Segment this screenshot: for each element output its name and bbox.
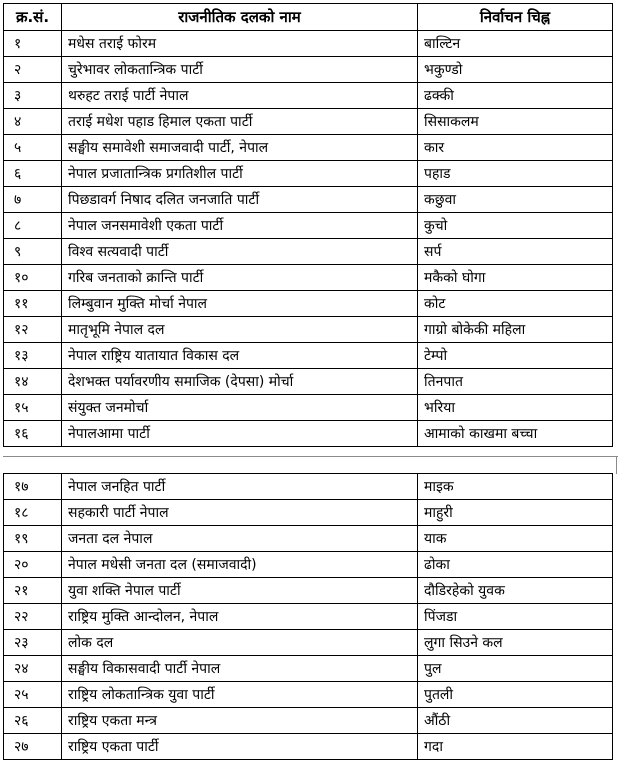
party-name-cell: सङ्घीय समावेशी समाजवादी पार्टी, नेपाल xyxy=(62,135,418,161)
party-symbol-list xyxy=(3,3,612,760)
party-name-cell: जनता दल नेपाल xyxy=(62,526,418,552)
serial-cell: १५ xyxy=(4,395,62,421)
symbol-cell: ढक्की xyxy=(418,83,613,109)
party-name-cell: राष्ट्रिय एकता पार्टी xyxy=(62,734,418,760)
party-table-bottom xyxy=(3,473,613,760)
party-name-cell: विश्व सत्यवादी पार्टी xyxy=(62,239,418,265)
page-break-edge xyxy=(616,456,617,474)
party-name-cell: देशभक्त पर्यावरणीय समाजिक (देपसा) मोर्चा xyxy=(62,369,418,395)
symbol-cell: सर्प xyxy=(418,239,613,265)
party-name-cell: मधेस तराई फोरम xyxy=(62,31,418,57)
serial-cell: २ xyxy=(4,57,62,83)
party-name-cell: तराई मधेश पहाड हिमाल एकता पार्टी xyxy=(62,109,418,135)
serial-cell: ५ xyxy=(4,135,62,161)
party-name-cell: नेपाल जनहित पार्टी xyxy=(62,474,418,500)
party-name-cell: नेपाल जनसमावेशी एकता पार्टी xyxy=(62,213,418,239)
table-row xyxy=(4,57,613,83)
table-row xyxy=(4,83,613,109)
table-row xyxy=(4,526,613,552)
table-row xyxy=(4,291,613,317)
serial-cell: १३ xyxy=(4,343,62,369)
serial-cell: २१ xyxy=(4,578,62,604)
serial-cell: २४ xyxy=(4,656,62,682)
party-name-cell: राष्ट्रिय मुक्ति आन्दोलन, नेपाल xyxy=(62,604,418,630)
serial-cell: ६ xyxy=(4,161,62,187)
party-name-cell: गरिब जनताको क्रान्ति पार्टी xyxy=(62,265,418,291)
serial-cell: १४ xyxy=(4,369,62,395)
symbol-cell: पुल xyxy=(418,656,613,682)
table-row xyxy=(4,395,613,421)
header-serial: क्र.सं. xyxy=(4,4,62,31)
symbol-cell: ढोका xyxy=(418,552,613,578)
symbol-cell: भकुण्डो xyxy=(418,57,613,83)
serial-cell: ११ xyxy=(4,291,62,317)
symbol-cell: टेम्पो xyxy=(418,343,613,369)
table-row xyxy=(4,369,613,395)
table-row xyxy=(4,161,613,187)
serial-cell: १२ xyxy=(4,317,62,343)
table-row xyxy=(4,317,613,343)
symbol-cell: औंठी xyxy=(418,708,613,734)
table-row xyxy=(4,213,613,239)
serial-cell: ३ xyxy=(4,83,62,109)
table-row xyxy=(4,109,613,135)
table-row xyxy=(4,604,613,630)
table-row xyxy=(4,578,613,604)
serial-cell: २५ xyxy=(4,682,62,708)
table-header-row xyxy=(4,4,613,31)
symbol-cell: गाग्रो बोकेकी महिला xyxy=(418,317,613,343)
symbol-cell: भरिया xyxy=(418,395,613,421)
page-break-line xyxy=(3,456,618,457)
symbol-cell: याक xyxy=(418,526,613,552)
party-name-cell: सङ्घीय विकासवादी पार्टी नेपाल xyxy=(62,656,418,682)
serial-cell: १८ xyxy=(4,500,62,526)
symbol-cell: पिंजडा xyxy=(418,604,613,630)
serial-cell: ८ xyxy=(4,213,62,239)
table-row xyxy=(4,343,613,369)
party-name-cell: नेपाल प्रजातान्त्रिक प्रगतिशील पार्टी xyxy=(62,161,418,187)
table-row xyxy=(4,500,613,526)
party-name-cell: संयुक्त जनमोर्चा xyxy=(62,395,418,421)
serial-cell: १० xyxy=(4,265,62,291)
serial-cell: १६ xyxy=(4,421,62,447)
party-name-cell: लिम्बुवान मुक्ति मोर्चा नेपाल xyxy=(62,291,418,317)
table-row xyxy=(4,265,613,291)
header-election-symbol: निर्वाचन चिह्न xyxy=(418,4,613,31)
symbol-cell: तिनपात xyxy=(418,369,613,395)
party-name-cell: चुरेभावर लोकतान्त्रिक पार्टी xyxy=(62,57,418,83)
table-row xyxy=(4,734,613,760)
symbol-cell: आमाको काखमा बच्चा xyxy=(418,421,613,447)
serial-cell: २७ xyxy=(4,734,62,760)
party-name-cell: मातृभूमि नेपाल दल xyxy=(62,317,418,343)
symbol-cell: दौडिरहेको युवक xyxy=(418,578,613,604)
symbol-cell: मकैको घोगा xyxy=(418,265,613,291)
table-row xyxy=(4,682,613,708)
table-row xyxy=(4,708,613,734)
serial-cell: ७ xyxy=(4,187,62,213)
symbol-cell: माइक xyxy=(418,474,613,500)
serial-cell: १ xyxy=(4,31,62,57)
symbol-cell: सिसाकलम xyxy=(418,109,613,135)
serial-cell: २३ xyxy=(4,630,62,656)
party-name-cell: राष्ट्रिय एकता मन्त्र xyxy=(62,708,418,734)
symbol-cell: बाल्टिन xyxy=(418,31,613,57)
table-row xyxy=(4,552,613,578)
serial-cell: १७ xyxy=(4,474,62,500)
table-row xyxy=(4,31,613,57)
table-row xyxy=(4,239,613,265)
party-name-cell: राष्ट्रिय लोकतान्त्रिक युवा पार्टी xyxy=(62,682,418,708)
party-name-cell: नेपालआमा पार्टी xyxy=(62,421,418,447)
symbol-cell: लुगा सिउने कल xyxy=(418,630,613,656)
serial-cell: ९ xyxy=(4,239,62,265)
table-row xyxy=(4,474,613,500)
party-name-cell: नेपाल मधेसी जनता दल (समाजवादी) xyxy=(62,552,418,578)
symbol-cell: माहुरी xyxy=(418,500,613,526)
serial-cell: २६ xyxy=(4,708,62,734)
party-table-top xyxy=(3,3,613,447)
party-name-cell: पिछडावर्ग निषाद दलित जनजाति पार्टी xyxy=(62,187,418,213)
page-break xyxy=(3,447,612,473)
party-name-cell: युवा शक्ति नेपाल पार्टी xyxy=(62,578,418,604)
party-name-cell: थरुहट तराई पार्टी नेपाल xyxy=(62,83,418,109)
symbol-cell: कुचो xyxy=(418,213,613,239)
serial-cell: १९ xyxy=(4,526,62,552)
serial-cell: २० xyxy=(4,552,62,578)
symbol-cell: पुतली xyxy=(418,682,613,708)
header-party-name: राजनीतिक दलको नाम xyxy=(62,4,418,31)
party-name-cell: लोक दल xyxy=(62,630,418,656)
table-row xyxy=(4,421,613,447)
symbol-cell: कार xyxy=(418,135,613,161)
symbol-cell: गदा xyxy=(418,734,613,760)
party-name-cell: सहकारी पार्टी नेपाल xyxy=(62,500,418,526)
table-row xyxy=(4,187,613,213)
symbol-cell: पहाड xyxy=(418,161,613,187)
table-row xyxy=(4,135,613,161)
serial-cell: २२ xyxy=(4,604,62,630)
table-row xyxy=(4,656,613,682)
party-name-cell: नेपाल राष्ट्रिय यातायात विकास दल xyxy=(62,343,418,369)
serial-cell: ४ xyxy=(4,109,62,135)
table-row xyxy=(4,630,613,656)
symbol-cell: कछुवा xyxy=(418,187,613,213)
symbol-cell: कोट xyxy=(418,291,613,317)
